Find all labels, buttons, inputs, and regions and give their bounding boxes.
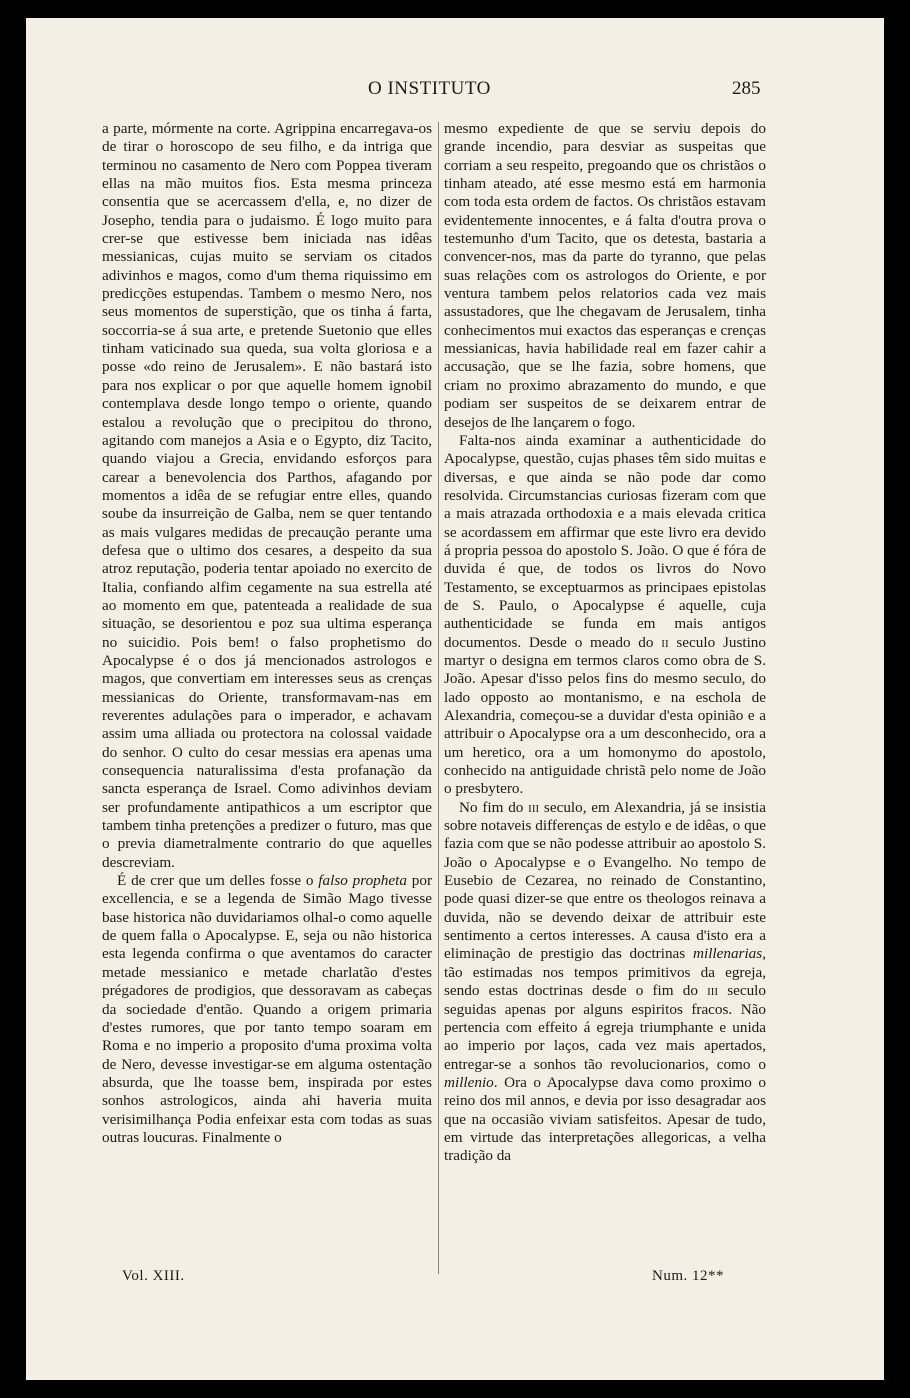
running-title: O INSTITUTO [368,78,491,99]
column-divider [438,122,439,1274]
volume-signature: Vol. XIII. [122,1268,185,1284]
left-column [102,120,432,1147]
document-page [26,18,884,1380]
page-number: 285 [732,78,761,99]
right-column [444,120,766,1166]
paragraph: mesmo expediente de que se serviu depois do grande incendio, para desviar as suspeitas que corriam a seu respeito, pregoando que os christãos o tinham ateado, até esse mesmo está em harmonia com toda esta ordem de factos. Os christãos estavam evidentemente innocentes, e á falta d'outra prova o testemunho d'um Tacito, que os detesta, bastaria a convencer-nos, mas da parte do tyranno, que pelas suas relações com os astrologos do Oriente, e por ventura tambem pelos relatorios cada vez mais assustadores, que lhe chegavam de Jerusalem, tinha conhecimentos mui exactos das esperanças e crenças messianicas, havia habilidade real em fazer cahir a accusação, que se lhe fazia, sobre homens, que criam no proximo abrazamento do mundo, e que podiam ser suspeitos de se deixarem entrar de desejos de lhe lançarem o fogo. [444,120,766,431]
paragraph: É de crer que um delles fosse o falso propheta por excellencia, e se a legenda de Simão Mago tivesse base historica não duvidariamos olhal-o como aquelle de quem falla o Apocalypse. E, seja ou não historica esta legenda confirma o que aventamos do caracter metade messianico e metade charlatão d'estes prégadores de prodigios, que dessoravam as cabeças da sociedade d'então. Quando a origem primaria d'estes rumores, que por tanto tempo soaram em Roma e no imperio a proposito d'uma proxima volta de Nero, devesse investigar-se em alguma ostentação absurda, que lhe toasse bem, inspirada por estes sonhos astrologicos, ainda ahi haveria muita verisimilhança Podia enfeixar esta com todas as suas outras loucuras. Finalmente o [102,872,432,1146]
paragraph: No fim do iii seculo, em Alexandria, já se insistia sobre notaveis differenças de estylo e de idêas, o que fazia com que se não podesse attribuir ao apostolo S. João o Apocalypse e o Evangelho. No tempo de Eusebio de Cezarea, no reinado de Constantino, pode quasi dizer-se que entre os theologos reinava a duvida, não se devendo deixar de attribuir este sentimento a certos interesses. A causa d'isto era a eliminação de prestigio das doctrinas millenarias, tão estimadas nos tempos primitivos da egreja, sendo estas doctrinas desde o fim do iii seculo seguidas apenas por alguns espiritos fracos. Não pertencia com effeito á egreja triumphante e unida ao imperio por laços, cada vez mais apertados, entregar-se a sonhos tão revolucionarios, como o millenio. Ora o Apocalypse dava como proximo o reino dos mil annos, e devia por isso desagradar aos que na occasião viviam satisfeitos. Apesar de tudo, em virtude das interpretações allegoricas, a velha tradição da [444,798,767,1165]
paragraph: Falta-nos ainda examinar a authenticidade do Apocalypse, questão, cujas phases têm sido muitas e diversas, e que ainda se não pode dar como resolvida. Circumstancias curiosas fizeram com que a mais atrazada orthodoxia e a mais elevada critica se acordassem em affirmar que este livro era devido á propria pessoa do apostolo S. João. O que é fóra de duvida é que, de todos os livros do Novo Testamento, se exceptuarmos as principaes epistolas de S. Paulo, o Apocalypse é aquelle, cuja authenticidade se funda em mais antigos documentos. Desde o meado do ii seculo Justino martyr o designa em termos claros como obra de S. João. Apesar d'isso pelos fins do mesmo seculo, do lado opposto ao montanismo, e na eschola de Alexandria, começou-se a duvidar d'esta opinião e a attribuir o Apocalypse ora a um desconhecido, ora a um heretico, ora a um homonymo do apostolo, conhecido na antiguidade christã pelo nome de João o presbytero. [444,431,766,798]
page-header [26,78,884,108]
paragraph: a parte, mórmente na corte. Agrippina encarregava-os de tirar o horoscopo de seu filho, e da intriga que terminou no casamento de Nero com Poppea tiveram ellas na mão muitos fios. Esta mesma princeza consentia que se acercassem d'ella, e, no dizer de Josepho, tendia para o judaismo. É logo muito para crer-se que estivesse bem iniciada nas idêas messianicas, cujas muito se serviam os citados adivinhos e magos, como d'um thema riquissimo em predicções estupendas. Tambem o mesmo Nero, nos seus momentos de superstição, que os tinha á farta, soccorria-se á sua arte, e pretende Suetonio que elles tinham vaticinado sua queda, sua volta gloriosa e a posse «do reino de Jerusalem». E não bastará isto para nos explicar o por que aquelle homem ignobil contemplava desde longo tempo o oriente, quando estalou a revolução que o precipitou do throno, agitando com manejos a Asia e o Egypto, diz Tacito, quando viajou a Grecia, envidando esforços para carear a benevolencia dos Parthos, afagando por momentos a idêa de se refugiar entre elles, quando soube da insurreição de Galba, nem se quer tentando as mais vulgares medidas de precaução perante uma defesa que o ultimo dos cesares, a despeito da sua atroz reputação, poderia tentar apoiado no exercito de Italia, confiando alfim cegamente na sua estrella até ao momento em que, patenteada a realidade de sua situação, se desorientou e poz sua ultima esperança no suicidio. Pois bem! o falso prophetismo do Apocalypse é o dos já mencionados astrologos e magos, que convertiam em interesses seus as crenças messianicas do Oriente, transformavam-nas em reverentes adulações para o imperador, e achavam assim uma alliada ou protectora na colossal vaidade do senhor. O culto do cesar messias era apenas uma consequencia naturalissima d'esta profanação da sancta esperança de Israel. Como adivinhos deviam ser profundamente antipathicos a um escriptor que tambem tinha pretenções a predizer o futuro, mas que o previa diametralmente contrario do que aquelles descreviam. [102,120,432,871]
issue-signature: Num. 12** [652,1268,724,1284]
